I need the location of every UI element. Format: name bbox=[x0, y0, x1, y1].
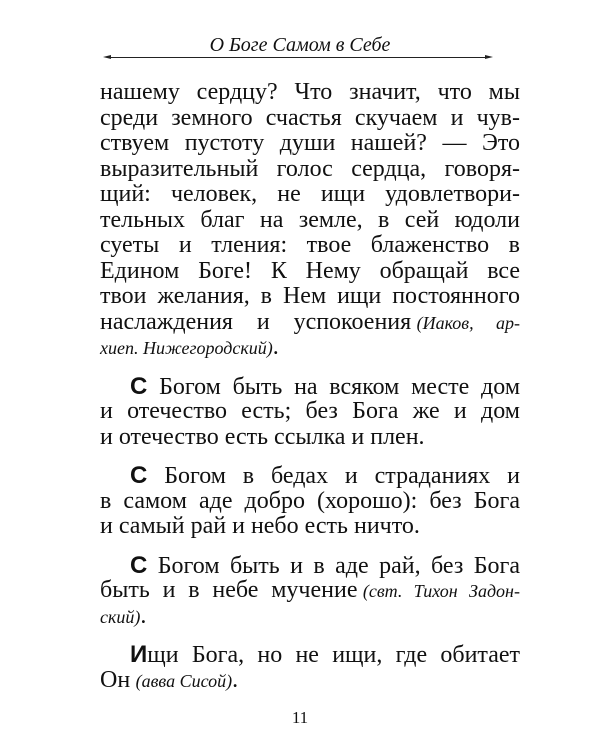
text-segment: . bbox=[140, 602, 147, 629]
text-segment: щий: человек, не ищи удовлетвори- bbox=[100, 181, 520, 207]
text-line bbox=[100, 259, 520, 285]
text-segment: щи Бога, но не ищи, где обитает bbox=[147, 642, 520, 668]
text-line bbox=[100, 335, 520, 361]
initial-letter: И bbox=[130, 641, 148, 668]
citation: (Иаков, ар- bbox=[416, 312, 520, 333]
page-body bbox=[100, 80, 520, 693]
text-line bbox=[100, 425, 520, 451]
text-segment: твои желания, в Нем ищи постоянного bbox=[100, 283, 520, 309]
text-line bbox=[100, 668, 520, 694]
page-number: 11 bbox=[291, 708, 309, 727]
citation: (авва Сисой) bbox=[135, 670, 233, 691]
text-line bbox=[100, 578, 520, 604]
text-segment: среди земного счастья скучаем и чув- bbox=[100, 104, 520, 131]
running-header: О Боге Самом в Себе bbox=[209, 34, 391, 56]
text-segment: и самый рай и небо есть ничто. bbox=[100, 513, 420, 539]
initial-letter: С bbox=[130, 462, 148, 489]
header-rule bbox=[108, 57, 488, 58]
text-segment: ствуем пустоту души нашей? — Это bbox=[100, 130, 520, 156]
paragraph bbox=[100, 463, 520, 540]
text-segment: . bbox=[272, 334, 279, 360]
text-line bbox=[100, 106, 520, 132]
text-line bbox=[100, 374, 520, 400]
text-line bbox=[100, 208, 520, 234]
text-segment: . bbox=[232, 666, 239, 693]
text-line bbox=[100, 514, 520, 540]
text-segment: суеты и тления: твое блаженство в bbox=[100, 232, 520, 258]
citation: (свт. Тихон Задон- bbox=[362, 581, 520, 601]
text-line bbox=[100, 284, 520, 310]
text-segment: в самом аде добро (хорошо): без Бога bbox=[100, 487, 520, 514]
text-line bbox=[100, 553, 520, 579]
text-line bbox=[100, 80, 520, 106]
citation: хиеп. Нижегородский) bbox=[100, 338, 273, 358]
text-line bbox=[100, 642, 520, 668]
text-segment: тельных благ на земле, в сей юдоли bbox=[100, 206, 520, 233]
text-line bbox=[100, 463, 520, 489]
text-segment: Едином Боге! К Нему обращай все bbox=[100, 257, 520, 284]
paragraph bbox=[100, 553, 520, 630]
paragraph bbox=[100, 374, 520, 451]
text-segment: Он bbox=[100, 666, 131, 693]
text-segment: нашему сердцу? Что значит, что мы bbox=[100, 79, 520, 105]
text-line bbox=[100, 310, 520, 336]
text-segment: наслаждения и успокоения bbox=[100, 308, 412, 335]
text-line bbox=[100, 604, 520, 630]
text-line bbox=[100, 489, 520, 515]
paragraph bbox=[100, 80, 520, 361]
text-line bbox=[100, 157, 520, 183]
text-segment: и отечество есть; без Бога же и дом bbox=[100, 398, 520, 424]
text-segment: и отечество есть ссылка и плен. bbox=[100, 423, 425, 450]
text-line bbox=[100, 233, 520, 259]
paragraph bbox=[100, 642, 520, 693]
text-segment: быть и в небе мучение bbox=[100, 577, 358, 603]
text-segment: выразительный голос сердца, говоря- bbox=[100, 155, 520, 182]
citation: ский) bbox=[100, 606, 141, 627]
text-segment: Богом быть на всяком месте дом bbox=[147, 373, 520, 400]
text-line bbox=[100, 131, 520, 157]
text-segment: Богом быть и в аде рай, без Бога bbox=[147, 552, 520, 579]
initial-letter: С bbox=[130, 551, 148, 579]
initial-letter: С bbox=[130, 372, 148, 400]
text-line bbox=[100, 182, 520, 208]
text-segment: Богом в бедах и страданиях и bbox=[147, 463, 520, 489]
text-line bbox=[100, 399, 520, 425]
